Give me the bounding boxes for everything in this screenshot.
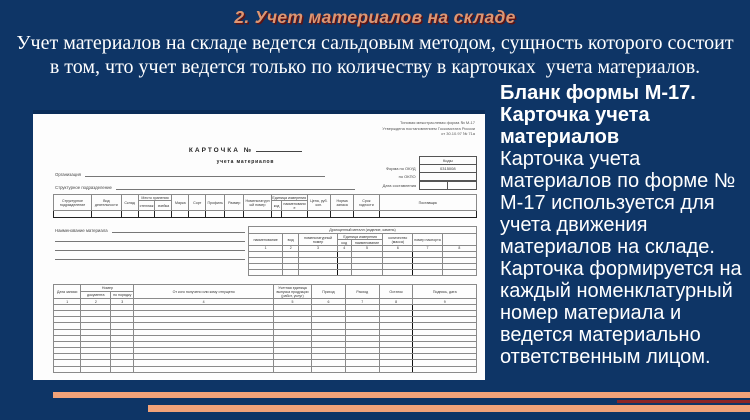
t2-empty-row [54,366,477,372]
tp-header: номер паспорта [413,234,443,246]
subdivision-line [55,185,355,190]
accent-bar-bottom [148,405,750,412]
okud-value: 0315008 [419,165,476,173]
t1-subheader: наименование [283,201,306,210]
tp-subheader: код [337,240,351,246]
intro-text [5,31,745,79]
t1-empty-row [54,211,477,218]
t2-header: Остаток [379,285,413,299]
t1-header: Номенклатурный номер [244,195,271,211]
panel-heading-2: Карточка учета материалов [500,104,650,148]
organization-label: Организация [55,172,81,177]
tp-header: вид [283,234,299,246]
t1-header: Марка [172,195,189,211]
form-title: КАРТОЧКА № [188,147,253,154]
accent-line-red [617,400,750,403]
t2-subheader: по порядку [111,292,134,299]
tp-header: количество (масса) [383,234,413,246]
side-text-panel [500,82,746,368]
t1-subheader: код [271,201,282,211]
subdivision-underline [116,185,355,190]
t2-header: Приход [312,285,346,299]
t1-header: Склад [121,195,138,211]
t1-header: Размер [225,195,244,211]
t1-subheader: ячейка [155,201,172,211]
okpo-label: по ОКПО [398,174,416,179]
t2-subheader: документа [81,292,111,299]
t2-header: Подпись, дата [413,285,477,299]
precious-metal-table: Драгоценный металл (изделие, камень) наименование вид номенклатурный номер Единица измерения количество (масса) номер паспорта код наименование 1 2 3 4 5 6 7 8 [248,226,477,276]
corner-line: от 30.10.97 № 71а [441,131,475,137]
okud-label: Форма по ОКУД [385,166,416,171]
tp-header: номенклатурный номер [299,234,338,246]
intro-line-1: Учет материалов на складе ведется сальдовым методом, сущность которого состоит [16,32,734,54]
material-label: Наименование материала [55,228,108,233]
t1-header: Норма запаса [330,195,353,211]
attributes-table [53,194,477,218]
material-underline [55,233,245,242]
t2-header: Расход [345,285,379,299]
material-name-block [55,228,245,260]
material-underline [55,242,245,251]
panel-body: Карточка учета материалов по форме № М-17 используется для учета движения материалов на складе. Карточка формируется на каждый номенклатурный номер материала и ведется материально ответственным лицом. [500,148,742,368]
t1-header: Вид деятельности [92,195,122,211]
tp-header: наименование [249,234,283,246]
slide-title: 2. Учет материалов на складе [234,7,516,27]
form-subtitle: учета материалов [216,158,275,165]
tp-empty-row [249,270,477,276]
intro-line-2: в том, что учет ведется только по количеству в карточках учета материалов. [49,56,701,78]
t2-header: Учетная единица выпуска продукции (работ, услуг) [273,285,311,299]
t1-subheader: стеллаж [138,201,155,211]
tp-header: Единица измерения [337,234,383,240]
t1-header: Цена, руб. коп. [307,195,330,211]
precious-title: Драгоценный металл (изделие, камень) [249,227,477,234]
panel-heading-1: Бланк формы М-17. [500,82,696,104]
corner-line: Утверждена постановлением Госкомстата России [382,125,475,131]
form-title-underline [256,146,302,152]
t1-header: Поставщик [379,195,476,211]
ledger-table: Дата записи Номер От кого получено или кому отпущено Учетная единица выпуска продукции (работ, услуг) Приход Расход Остаток Подпись, дата документа по порядку 1 2 3 4 5 6 7 8 9 [53,284,477,373]
corner-line: Типовая межотраслевая форма № М-17 [400,120,475,125]
t1-header: Сорт [189,195,206,211]
t1-header: Структурное подразделение [54,195,92,211]
subdivision-label: Структурное подразделение [55,185,112,190]
t2-header: Дата записи [54,285,81,299]
t1-header: Единица измерения [272,195,307,200]
t2-header: Номер [81,285,134,292]
accent-bar-top [53,392,750,398]
t1-header: Профиль [206,195,225,211]
form-corner-note [382,120,475,137]
t2-header: От кого получено или кому отпущено [134,285,274,299]
codes-header: Коды [419,157,476,165]
t1-header: Место хранения [138,195,172,201]
organization-line [55,172,325,177]
form-sheet-image [33,110,485,380]
t1-header: Срок годности [354,195,379,211]
date-label: Дата составления [382,182,417,188]
organization-underline [85,172,325,177]
material-underline [55,251,245,260]
tp-subheader: наименование [351,240,383,246]
